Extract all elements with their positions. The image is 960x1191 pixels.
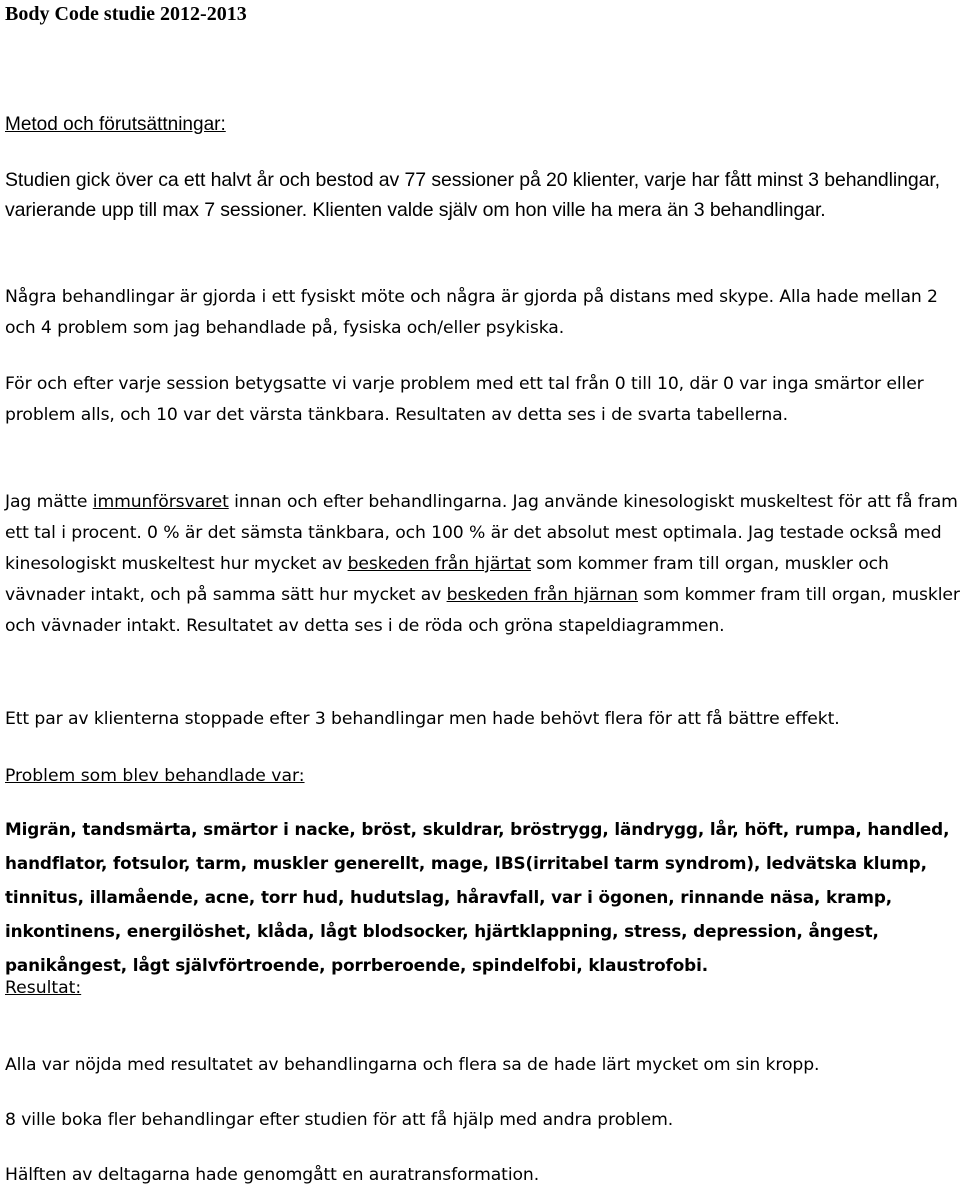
document-title: Body Code studie 2012-2013: [5, 3, 247, 25]
beskeden-hjartat-link: beskeden från hjärtat: [347, 554, 531, 574]
paragraph-rating-method: För och efter varje session betygsatte vi varje problem med ett tal från 0 till 10, där 0 var inga smärtor eller problem alls, och 10 var det värsta tänkbara. Resultaten av detta ses i de svarta tabellerna.: [5, 374, 924, 425]
p4-text-a: Jag mätte: [5, 492, 93, 512]
p4-text-d: som kommer fram till organ, muskler och vävnader intakt. Resultatet av detta ses i de röda och gröna stapeldiagrammen.: [5, 585, 960, 636]
paragraph-immune-measurement: [5, 487, 960, 642]
method-heading: Metod och förutsättningar:: [5, 114, 226, 135]
p4-text-c: som kommer fram till organ, muskler och vävnader intakt, och på samma sätt hur mycket av: [5, 554, 889, 605]
problems-list: Migrän, tandsmärta, smärtor i nacke, bröst, skuldrar, bröstrygg, ländrygg, lår, höft, rumpa, handled, handflator, fotsulor, tarm, muskler generellt, mage, IBS(irritabel tarm syndrom), ledvätska klump, tinnitus, illamående, acne, torr hud, hudutslag, håravfall, var i ögonen, rinnande näsa, kramp, inkontinens, energilöshet, klåda, lågt blodsocker, hjärtklappning, stress, depression, ångest, panikångest, lågt självförtroende, porrberoende, spindelfobi, klaustrofobi.: [5, 819, 950, 975]
results-heading: Resultat:: [5, 978, 82, 998]
beskeden-hjarnan-link: beskeden från hjärnan: [446, 585, 638, 605]
paragraph-study-overview: Studien gick över ca ett halvt år och bestod av 77 sessioner på 20 klienter, varje har fått minst 3 behandlingar, varierande upp till max 7 sessioner. Klienten valde själv om hon ville ha mera än 3 behandlingar.: [5, 169, 941, 221]
paragraph-treatment-mode: Några behandlingar är gjorda i ett fysiskt möte och några är gjorda på distans med skype. Alla hade mellan 2 och 4 problem som jag behandlade på, fysiska och/eller psykiska.: [5, 287, 938, 338]
paragraph-stopped-clients: Ett par av klienterna stoppade efter 3 behandlingar men hade behövt flera för att få bättre effekt.: [5, 709, 840, 729]
problems-heading: Problem som blev behandlade var:: [5, 766, 305, 786]
immunforsvaret-link: immunförsvaret: [92, 492, 229, 512]
p4-text-b: innan och efter behandlingarna. Jag använde kinesologiskt muskeltest för att få fram ett tal i procent. 0 % är det sämsta tänkbara, och 100 % är det absolut mest optimala. Jag testade också med kinesologiskt muskeltest hur mycket av: [5, 492, 958, 574]
result-book-more: 8 ville boka fler behandlingar efter studien för att få hjälp med andra problem.: [5, 1110, 674, 1130]
result-auratransformation: Hälften av deltagarna hade genomgått en auratransformation.: [5, 1165, 540, 1185]
result-satisfied: Alla var nöjda med resultatet av behandlingarna och flera sa de hade lärt mycket om sin kropp.: [5, 1055, 820, 1075]
